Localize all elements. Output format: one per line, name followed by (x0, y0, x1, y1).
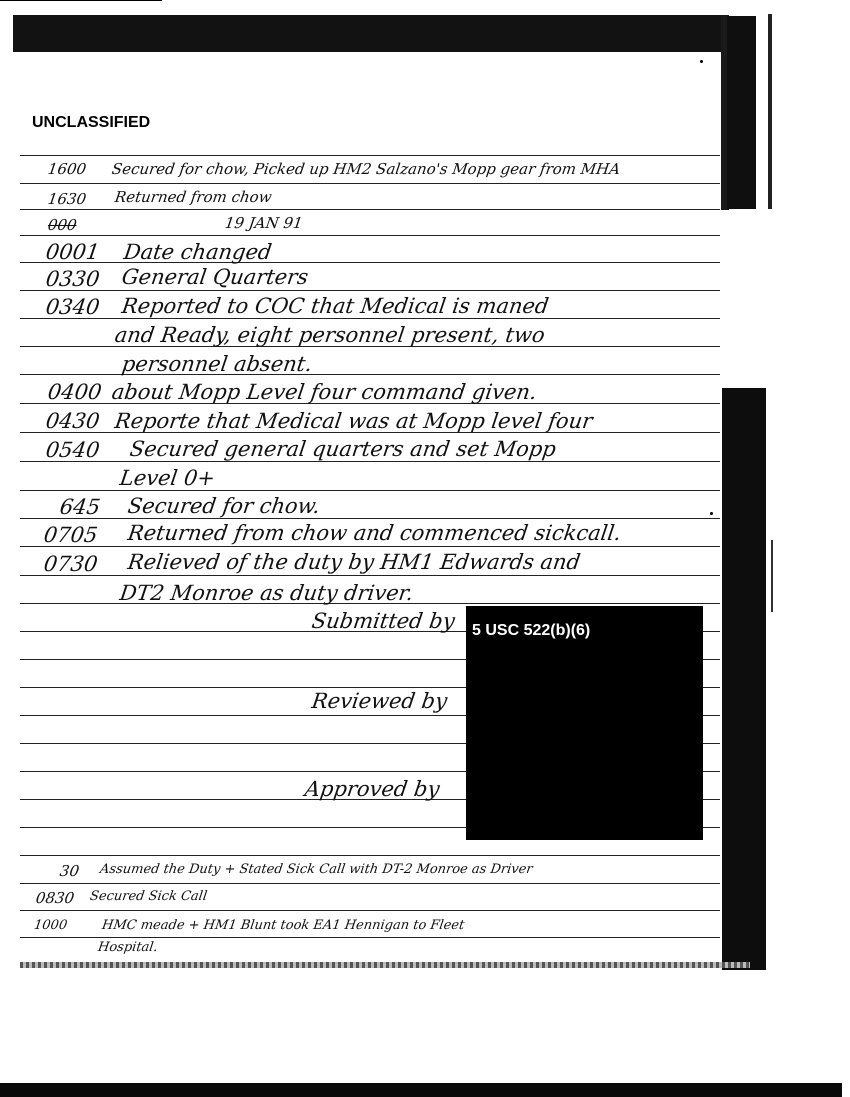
scan-right-edge-shadow (727, 16, 756, 209)
entry-time: 0830 (34, 889, 76, 907)
entry-time: 0730 (42, 552, 100, 576)
scan-speck (700, 60, 703, 63)
entry-text: Hospital. (96, 940, 159, 955)
scan-right-block (722, 388, 766, 970)
classification-label: UNCLASSIFIED (32, 114, 151, 131)
entry-text: Secured for chow, Picked up HM2 Salzano's Mopp gear from MHA (110, 160, 622, 178)
entry-text: Returned from chow and commenced sickcall. (126, 521, 623, 545)
entry-time: 30 (58, 862, 81, 880)
redaction-box (466, 606, 703, 840)
entry-text: personnel absent. (120, 352, 314, 376)
submitted-by-label: Submitted by (310, 609, 457, 633)
page-bottom-edge (20, 962, 750, 968)
entry-text: Level 0+ (118, 466, 217, 490)
entry-text: Secured Sick Call (88, 889, 209, 904)
entry-time: 000 (46, 216, 78, 234)
entry-text: DT2 Monroe as duty driver. (118, 581, 415, 605)
entry-time: 0705 (42, 523, 100, 547)
entry-time: 0001 (44, 240, 102, 264)
entry-text: Assumed the Duty + Stated Sick Call with DT-2 Monroe as Driver (98, 862, 534, 877)
approved-by-label: Approved by (303, 777, 442, 801)
entry-text: Secured general quarters and set Mopp (128, 437, 558, 461)
entry-time: 0430 (44, 409, 102, 433)
entry-time: 0340 (44, 295, 102, 319)
entry-time: 0540 (44, 438, 102, 462)
entry-time: 1000 (32, 918, 69, 933)
scan-top-bar (13, 15, 728, 52)
entry-text: Returned from chow (113, 188, 273, 206)
entry-text: Relieved of the duty by HM1 Edwards and (126, 550, 582, 574)
scan-right-line-mid (771, 540, 773, 612)
entry-time: 1630 (46, 190, 88, 208)
entry-text: General Quarters (120, 265, 310, 289)
entry-text: about Mopp Level four command given. (110, 380, 539, 404)
scan-right-line (768, 14, 772, 209)
entry-text: 19 JAN 91 (223, 214, 304, 232)
entry-text: Date changed (122, 240, 274, 264)
entry-text: Reporte that Medical was at Mopp level four (113, 409, 595, 433)
entry-text: Secured for chow. (126, 494, 322, 518)
redaction-label: 5 USC 522(b)(6) (472, 622, 591, 639)
scan-bottom-bar (0, 1083, 842, 1097)
reviewed-by-label: Reviewed by (310, 689, 449, 713)
entry-time: 0400 (46, 380, 104, 404)
entry-text: and Ready, eight personnel present, two (113, 323, 547, 347)
scan-top-line (0, 0, 162, 1)
entry-time: 0330 (44, 267, 102, 291)
entry-time: 1600 (46, 160, 88, 178)
entry-text: HMC meade + HM1 Blunt took EA1 Hennigan to Fleet (100, 918, 466, 933)
entry-text: Reported to COC that Medical is maned (120, 294, 551, 318)
scan-speck (710, 512, 713, 515)
entry-time: 645 (58, 495, 102, 519)
